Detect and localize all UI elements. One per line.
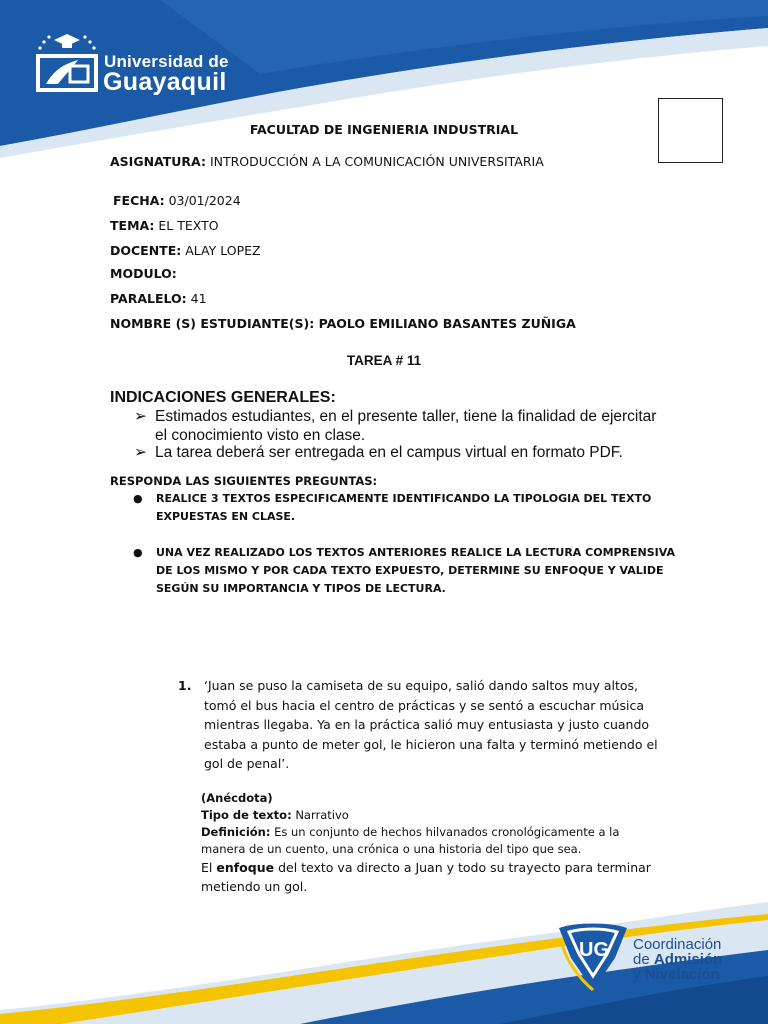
coordination-line2-pre: de <box>633 951 654 968</box>
genre-label: (Anécdota) <box>201 791 273 805</box>
enfoque-post: del texto va directo a Juan y todo su trayecto para terminar <box>274 860 651 875</box>
coordination-line3-pre: y <box>633 966 645 983</box>
asignatura-value: INTRODUCCIÓN A LA COMUNICACIÓN UNIVERSITARIA <box>205 154 544 169</box>
story-text <box>204 676 658 774</box>
arrow-bullet-icon: ➢ <box>134 408 147 425</box>
tipo-label: Tipo de texto: <box>201 808 292 822</box>
story-line: mientras llegaba. Ya en la práctica salió muy entusiasta y justo cuando <box>204 717 650 732</box>
indication-text: La tarea deberá ser entregada en el campus virtual en formato PDF. <box>155 444 623 461</box>
story-line: estaba a punto de meter gol, le hicieron una falta y terminó metiendo el <box>204 736 658 752</box>
coordination-line3-bold: Nivelación <box>644 966 720 983</box>
coordination-line3 <box>633 967 722 982</box>
story-line: ‘Juan se puso la camiseta de su equipo, salió dando saltos muy altos, <box>204 678 639 693</box>
definicion-line-continued: manera de un cuento, una crónica o una historia del tipo que sea. <box>201 842 582 856</box>
svg-text:UG: UG <box>579 939 609 961</box>
indication-text: Estimados estudiantes, en el presente taller, tiene la finalidad de ejercitar <box>155 408 657 425</box>
nombre-line <box>110 316 576 331</box>
tipo-line <box>201 807 349 823</box>
question-line: UNA VEZ REALIZADO LOS TEXTOS ANTERIORES REALICE LA LECTURA COMPRENSIVA <box>156 546 676 559</box>
tipo-value: Narrativo <box>291 808 349 822</box>
coordination-label <box>633 937 722 982</box>
enfoque-line <box>201 858 651 877</box>
task-title: TAREA # 11 <box>346 353 422 368</box>
paralelo-line <box>110 291 207 306</box>
nombre-label: NOMBRE (S) ESTUDIANTE(S): PAOLO EMILIANO BASANTES ZUÑIGA <box>110 316 576 331</box>
questions-title: RESPONDA LAS SIGUIENTES PREGUNTAS: <box>110 474 378 488</box>
asignatura-label: ASIGNATURA: <box>110 154 206 169</box>
definicion-text: Es un conjunto de hechos hilvanados cronológicamente a la <box>270 825 620 839</box>
coordination-line2 <box>633 952 722 967</box>
docente-label: DOCENTE: <box>110 243 182 258</box>
coordination-line1: Coordinación <box>633 936 722 953</box>
modulo-line <box>110 266 177 281</box>
question-line: DE LOS MISMO Y POR CADA TEXTO EXPUESTO, DETERMINE SU ENFOQUE Y VALIDE <box>156 564 664 577</box>
definicion-line <box>201 824 619 840</box>
story-number: 1. <box>178 678 192 693</box>
paralelo-label: PARALELO: <box>110 291 187 306</box>
definicion-label: Definición: <box>201 825 271 839</box>
fecha-value: 03/01/2024 <box>164 193 241 208</box>
enfoque-bold: enfoque <box>216 860 275 875</box>
fecha-line <box>113 193 241 208</box>
tema-value: EL TEXTO <box>154 218 219 233</box>
story-line: gol de penal’. <box>204 756 290 771</box>
indications-title: INDICACIONES GENERALES: <box>110 389 336 406</box>
story-line: tomó el bus hacia el centro de prácticas y se sentó a escuchar música <box>204 697 645 713</box>
faculty-title: FACULTAD DE INGENIERIA INDUSTRIAL <box>249 122 519 137</box>
university-name-line1: Universidad de <box>104 52 229 71</box>
fecha-label: FECHA: <box>113 193 165 208</box>
university-logo-icon <box>34 30 100 96</box>
bullet-dot-icon: ● <box>133 546 143 559</box>
indication-text: el conocimiento visto en clase. <box>155 427 366 444</box>
arrow-bullet-icon: ➢ <box>134 444 147 461</box>
question-line: EXPUESTAS EN CLASE. <box>156 510 296 523</box>
paralelo-value: 41 <box>186 291 207 306</box>
docente-line <box>110 243 261 258</box>
enfoque-pre: El <box>201 860 217 875</box>
question-line: SEGÚN SU IMPORTANCIA Y TIPOS DE LECTURA. <box>156 582 446 595</box>
tema-label: TEMA: <box>110 218 155 233</box>
bullet-dot-icon: ● <box>133 492 143 505</box>
tema-line <box>110 218 219 233</box>
docente-value: ALAY LOPEZ <box>181 243 261 258</box>
ug-badge-icon <box>555 920 631 994</box>
asignatura-line <box>110 154 544 169</box>
coordination-line2-bold: Admisión <box>653 951 723 968</box>
question-line: REALICE 3 TEXTOS ESPECIFICAMENTE IDENTIFICANDO LA TIPOLOGIA DEL TEXTO <box>156 492 652 505</box>
enfoque-line-continued: metiendo un gol. <box>201 879 308 894</box>
university-name-line2: Guayaquil <box>103 68 227 96</box>
modulo-label: MODULO: <box>110 266 177 281</box>
